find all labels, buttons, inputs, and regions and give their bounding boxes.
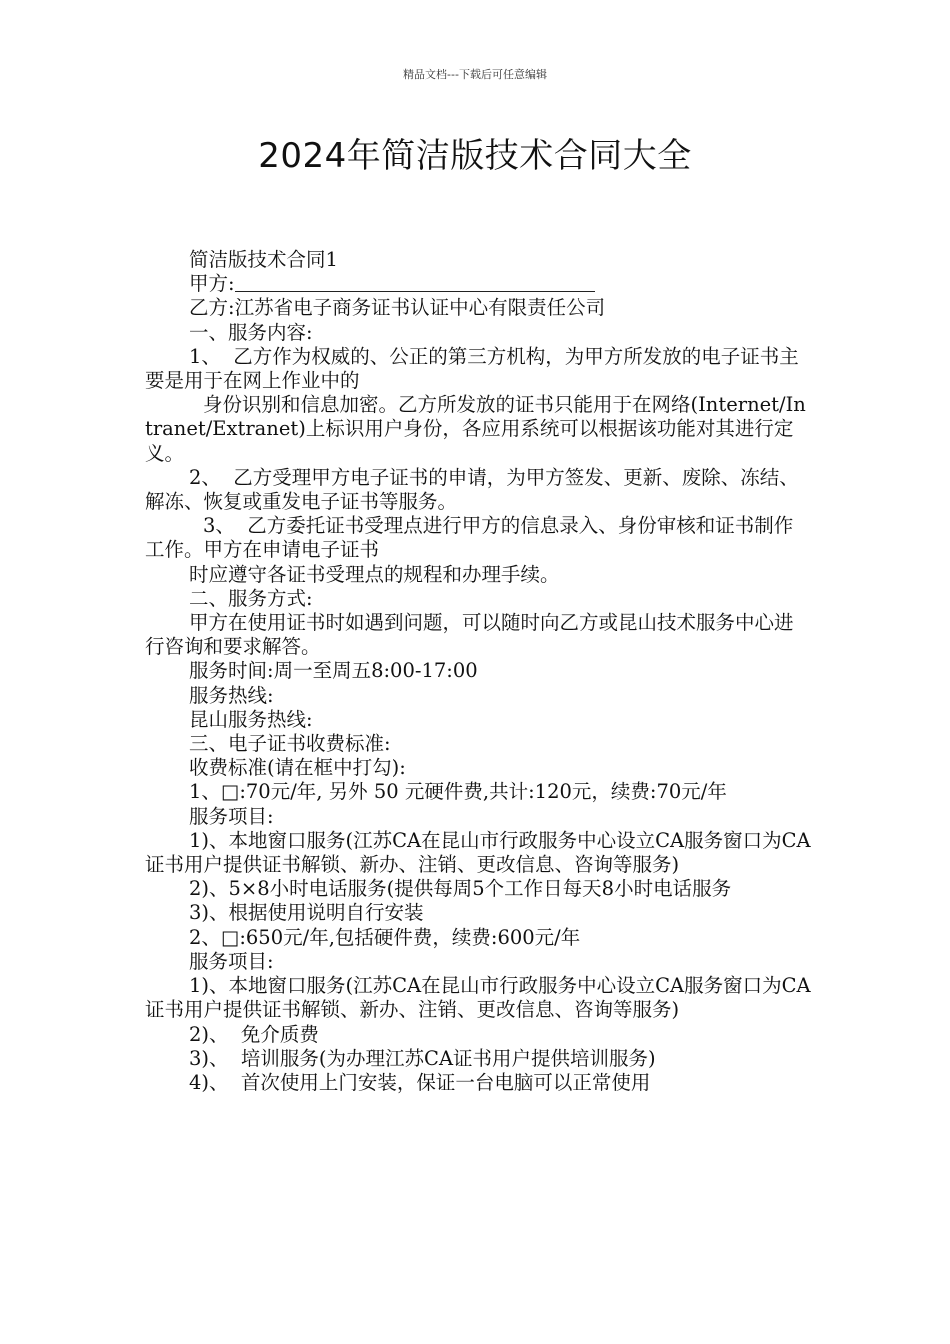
paragraph: 甲方在使用证书时如遇到问题，可以随时向乙方或昆山技术服务中心进行咨询和要求解答。 xyxy=(145,611,794,659)
paragraph: 2、 乙方受理甲方电子证书的申请，为甲方签发、更新、废除、冻结、解冻、恢复或重发电子证书等服务。 xyxy=(145,465,799,514)
section-heading-3: 三、电子证书收费标准: xyxy=(189,732,391,756)
fee-option-1: 1、□:70元/年, 另外 50 元硬件费,共计:120元，续费:70元/年 xyxy=(189,780,727,804)
list-item: 1)、本地窗口服务(江苏CA在昆山市行政服务中心设立CA服务窗口为CA证书用户提供证书解锁、新办、注销、更改信息、咨询等服务) xyxy=(145,828,811,877)
fee-standard: 收费标准(请在框中打勾): xyxy=(189,756,406,780)
list-item: 3)、根据使用说明自行安装 xyxy=(189,901,424,925)
document-body xyxy=(145,248,811,1095)
service-items-heading: 服务项目: xyxy=(189,949,274,973)
service-hours: 服务时间:周一至周五8:00-17:00 xyxy=(189,659,478,683)
paragraph: 3、 乙方委托证书受理点进行甲方的信息录入、身份审核和证书制作工作。甲方在申请电子证书 xyxy=(145,514,794,562)
party-b-line: 乙方:江苏省电子商务证书认证中心有限责任公司 xyxy=(189,296,606,320)
service-items-heading: 服务项目: xyxy=(189,804,274,828)
list-item: 4)、 首次使用上门安装，保证一台电脑可以正常使用 xyxy=(189,1070,651,1094)
contract-heading: 简洁版技术合同1 xyxy=(189,248,338,271)
section-heading-1: 一、服务内容: xyxy=(189,320,313,344)
document-title: 2024年简洁版技术合同大全 xyxy=(258,136,692,176)
list-item: 2)、5×8小时电话服务(提供每周5个工作日每天8小时电话服务 xyxy=(189,877,732,901)
party-a-line xyxy=(145,272,811,296)
list-item: 2)、 免介质费 xyxy=(189,1022,319,1046)
fee-option-2: 2、□:650元/年,包括硬件费，续费:600元/年 xyxy=(189,925,581,949)
list-item: 1)、本地窗口服务(江苏CA在昆山市行政服务中心设立CA服务窗口为CA证书用户提供证书解锁、新办、注销、更改信息、咨询等服务) xyxy=(145,974,811,1022)
paragraph: 身份识别和信息加密。乙方所发放的证书只能用于在网络(Internet/Intranet/Extranet)上标识用户身份，各应用系统可以根据该功能对其进行定义。 xyxy=(145,393,806,465)
paragraph: 时应遵守各证书受理点的规程和办理手续。 xyxy=(189,562,560,586)
party-a-blank xyxy=(235,272,595,292)
list-item: 3)、 培训服务(为办理江苏CA证书用户提供培训服务) xyxy=(189,1046,656,1070)
paragraph: 1、 乙方作为权威的、公正的第三方机构，为甲方所发放的电子证书主要是用于在网上作业中的 xyxy=(145,344,799,393)
service-hotline: 服务热线: xyxy=(189,683,274,707)
party-a-label: 甲方: xyxy=(189,272,235,296)
header-note: 精品文档---下载后可任意编辑 xyxy=(403,68,547,81)
section-heading-2: 二、服务方式: xyxy=(189,586,313,610)
kunshan-hotline: 昆山服务热线: xyxy=(189,707,313,731)
